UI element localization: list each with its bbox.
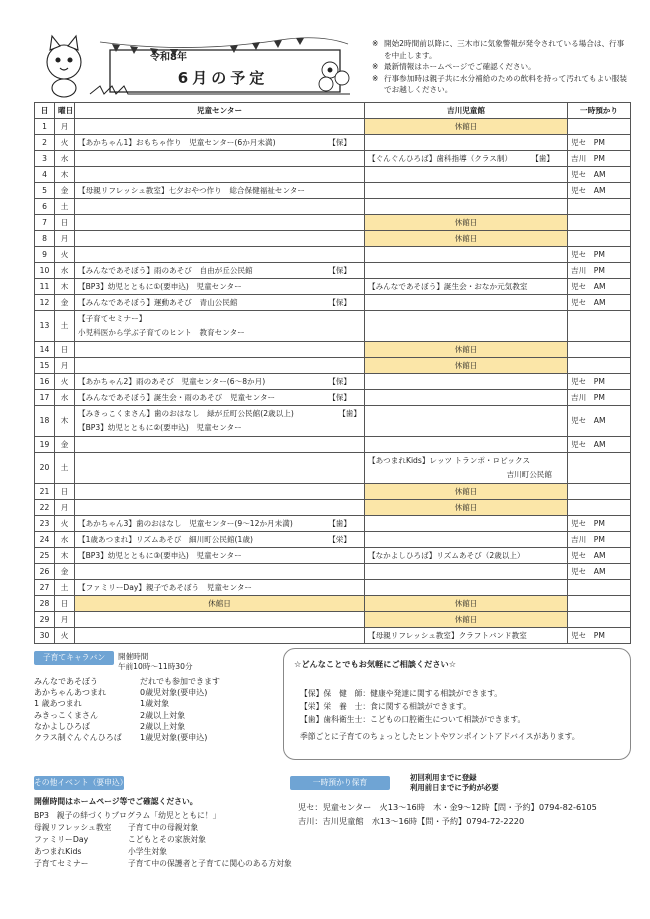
consultation-nutritionist: 【栄】栄 養 士：食に関する相談ができます。 xyxy=(300,702,471,711)
table-row xyxy=(35,484,631,500)
children-center-cell xyxy=(75,548,365,564)
day-cell: 9 xyxy=(35,247,55,263)
caravan-item-target: だれでも参加できます xyxy=(140,677,220,686)
table-row xyxy=(35,247,631,263)
day-cell: 23 xyxy=(35,516,55,532)
event-text: 【BP3】幼児とともに①(要申込) 児童センター xyxy=(78,281,242,291)
day-cell: 3 xyxy=(35,151,55,167)
caravan-item-name: みきっこくまさん xyxy=(34,710,98,720)
table-row xyxy=(35,167,631,183)
table-row xyxy=(35,612,631,628)
children-center-cell xyxy=(75,263,365,279)
event-text: 【みんなであそぼう】雨のあそび 自由が丘公民館 xyxy=(78,265,253,275)
consultation-box xyxy=(283,648,631,760)
event-target: 小学生対象 xyxy=(128,847,167,856)
caravan-item-target: 1歳児対象(要申込) xyxy=(140,733,208,743)
era-label: 令和8年 xyxy=(150,52,187,63)
children-center-cell xyxy=(75,628,365,644)
staff-tag: 【保】 xyxy=(328,265,351,275)
yoshikawa-cell: 休館日 xyxy=(365,612,568,628)
temporary-care-cell: 児セ AM xyxy=(568,548,631,564)
event-text: 【あかちゃん3】歯のおはなし 児童センター(9～12か月未満) xyxy=(78,518,293,528)
weekday-cell: 金 xyxy=(55,183,75,199)
temporary-care-cell: 児セ AM xyxy=(568,437,631,453)
day-cell: 24 xyxy=(35,532,55,548)
caravan-item-target: 0歳児対象(要申込) xyxy=(140,688,208,698)
staff-tag: 【保】 xyxy=(328,376,351,386)
header-children-center: 児童センター xyxy=(75,103,365,119)
temporary-care-cell: 児セ AM xyxy=(568,167,631,183)
temporary-care-cell xyxy=(568,119,631,135)
event-text: 【あつまれKids】レッツ トランポ・ロビックス xyxy=(368,456,531,465)
day-cell: 4 xyxy=(35,167,55,183)
temporary-care-cell xyxy=(568,358,631,374)
caravan-item-name: 1 歳あつまれ xyxy=(34,699,82,709)
table-row xyxy=(35,215,631,231)
event-target: 子育て中の母親対象 xyxy=(128,823,199,832)
table-row xyxy=(35,151,631,167)
temporary-care-cell: 児セ PM xyxy=(568,628,631,644)
table-row xyxy=(35,437,631,453)
weekday-cell: 月 xyxy=(55,500,75,516)
event-text: 【みんなであそぼう】誕生会・おなか元気教室 xyxy=(368,281,528,291)
list-item xyxy=(34,822,292,834)
yoshikawa-cell xyxy=(365,263,568,279)
children-center-cell xyxy=(75,580,365,596)
children-center-cell xyxy=(75,215,365,231)
list-item xyxy=(34,732,284,743)
day-cell: 29 xyxy=(35,612,55,628)
children-center-cell xyxy=(75,151,365,167)
yoshikawa-cell: 休館日 xyxy=(365,484,568,500)
table-row xyxy=(35,500,631,516)
yoshikawa-cell xyxy=(365,167,568,183)
day-cell: 6 xyxy=(35,199,55,215)
yoshikawa-cell xyxy=(365,453,568,484)
event-text-sub: 吉川町公民館 xyxy=(506,470,552,479)
yoshikawa-cell xyxy=(365,580,568,596)
table-row xyxy=(35,390,631,406)
day-cell: 14 xyxy=(35,342,55,358)
temporary-care-label: 一時預かり保育 xyxy=(290,776,390,790)
page-title: 6月の予定 xyxy=(177,69,269,87)
table-row xyxy=(35,231,631,247)
caravan-item-name: クラス制ぐんぐんひろば xyxy=(34,733,122,743)
header xyxy=(30,30,350,102)
table-header-row xyxy=(35,103,631,119)
yoshikawa-cell xyxy=(365,247,568,263)
event-name: あつまれKids xyxy=(34,847,82,856)
event-text: 【母親リフレッシュ教室】七夕おやつ作り 総合保健福祉センター xyxy=(78,185,305,195)
list-item xyxy=(34,858,292,870)
table-row xyxy=(35,516,631,532)
yoshikawa-cell xyxy=(365,406,568,437)
yoshikawa-cell xyxy=(365,564,568,580)
yoshikawa-cell: 休館日 xyxy=(365,119,568,135)
weekday-cell: 火 xyxy=(55,135,75,151)
table-row xyxy=(35,564,631,580)
day-cell: 22 xyxy=(35,500,55,516)
event-text: 【1歳あつまれ】リズムあそび 細川町公民館(1歳) xyxy=(78,534,253,544)
events-header: 開催時間はホームページ等でご確認ください。 xyxy=(34,797,198,806)
temporary-care-cell xyxy=(568,342,631,358)
consultation-items xyxy=(300,687,525,726)
event-target: 子育て中の保護者と子育てに関心のある方対象 xyxy=(128,859,292,868)
table-row xyxy=(35,453,631,484)
temporary-care-contacts xyxy=(298,800,597,828)
weekday-cell: 火 xyxy=(55,374,75,390)
weekday-cell: 火 xyxy=(55,247,75,263)
list-item xyxy=(34,846,292,858)
day-cell: 11 xyxy=(35,279,55,295)
weekday-cell: 土 xyxy=(55,311,75,342)
day-cell: 18 xyxy=(35,406,55,437)
event-text: 【母親リフレッシュ教室】クラフトバンド教室 xyxy=(368,630,527,640)
weekday-cell: 土 xyxy=(55,199,75,215)
temporary-care-cell xyxy=(568,596,631,612)
event-target: こどもとその家族対象 xyxy=(128,835,206,844)
table-row xyxy=(35,311,631,342)
yoshikawa-cell xyxy=(365,311,568,342)
temporary-care-cell xyxy=(568,231,631,247)
yoshikawa-cell xyxy=(365,390,568,406)
children-center-cell xyxy=(75,167,365,183)
weekday-cell: 日 xyxy=(55,215,75,231)
day-cell: 25 xyxy=(35,548,55,564)
header-day: 日 xyxy=(35,103,55,119)
caravan-item-target: 1歳対象 xyxy=(140,699,170,709)
yoshikawa-cell: 休館日 xyxy=(365,596,568,612)
day-cell: 21 xyxy=(35,484,55,500)
day-cell: 16 xyxy=(35,374,55,390)
table-row xyxy=(35,406,631,437)
day-cell: 15 xyxy=(35,358,55,374)
schedule-body xyxy=(35,119,631,644)
yoshikawa-cell xyxy=(365,628,568,644)
table-row xyxy=(35,374,631,390)
table-row xyxy=(35,279,631,295)
temporary-care-note-register: 初回利用までに登録 xyxy=(410,773,477,782)
yoshikawa-cell: 休館日 xyxy=(365,500,568,516)
weekday-cell: 土 xyxy=(55,453,75,484)
weekday-cell: 金 xyxy=(55,437,75,453)
weekday-cell: 木 xyxy=(55,279,75,295)
table-row xyxy=(35,263,631,279)
consultation-tip: 季節ごとに子育てのちょっとしたヒントやワンポイントアドバイスがあります。 xyxy=(300,732,580,741)
notice-website: ※ 最新情報はホームページでご確認ください。 xyxy=(372,61,630,73)
list-item xyxy=(34,687,284,698)
caravan-label: 子育てキャラバン xyxy=(34,651,114,665)
event-text: 【あかちゃん1】おもちゃ作り 児童センター(6か月未満) xyxy=(78,137,276,147)
weekday-cell: 月 xyxy=(55,119,75,135)
yoshikawa-cell: 休館日 xyxy=(365,358,568,374)
weekday-cell: 金 xyxy=(55,564,75,580)
weekday-cell: 月 xyxy=(55,231,75,247)
weekday-cell: 水 xyxy=(55,151,75,167)
table-row xyxy=(35,295,631,311)
yoshikawa-cell xyxy=(365,532,568,548)
schedule-table xyxy=(34,102,631,644)
day-cell: 13 xyxy=(35,311,55,342)
day-cell: 10 xyxy=(35,263,55,279)
weekday-cell: 金 xyxy=(55,295,75,311)
staff-tag: 【保】 xyxy=(328,137,351,147)
day-cell: 17 xyxy=(35,390,55,406)
temporary-care-cell: 児セ PM xyxy=(568,374,631,390)
event-text: 【ファミリーDay】親子であそぼう 児童センター xyxy=(78,582,253,592)
events-label: その他イベント（要申込） xyxy=(34,776,124,790)
yoshikawa-cell xyxy=(365,516,568,532)
table-row xyxy=(35,596,631,612)
list-item xyxy=(34,676,284,687)
day-cell: 1 xyxy=(35,119,55,135)
event-name: BP3 親子の絆づくりプログラム「幼児とともに！」 xyxy=(34,811,221,820)
contact-yoshikawa: 吉川：吉川児童館 水13～16時【問・予約】0794-72-2220 xyxy=(298,816,525,826)
day-cell: 8 xyxy=(35,231,55,247)
children-center-cell xyxy=(75,295,365,311)
weekday-cell: 日 xyxy=(55,596,75,612)
caravan-item-target: 2歳以上対象 xyxy=(140,721,186,731)
list-item xyxy=(34,710,284,721)
event-text: 【みきっこくまさん】歯のおはなし 緑が丘町公民館(2歳以上) xyxy=(78,409,294,418)
event-text: 【あかちゃん2】雨のあそび 児童センター(6～8か月) xyxy=(78,376,266,386)
events-list xyxy=(34,796,292,870)
weekday-cell: 水 xyxy=(55,263,75,279)
temporary-care-cell: 吉川 PM xyxy=(568,390,631,406)
header-weekday: 曜日 xyxy=(55,103,75,119)
yoshikawa-cell xyxy=(365,135,568,151)
yoshikawa-cell: 休館日 xyxy=(365,231,568,247)
children-center-cell xyxy=(75,279,365,295)
temporary-care-cell: 児セ PM xyxy=(568,516,631,532)
yoshikawa-cell: 休館日 xyxy=(365,215,568,231)
day-cell: 30 xyxy=(35,628,55,644)
event-name: 母親リフレッシュ教室 xyxy=(34,823,112,832)
table-row xyxy=(35,135,631,151)
children-center-cell xyxy=(75,199,365,215)
table-row xyxy=(35,532,631,548)
children-center-cell xyxy=(75,437,365,453)
caravan-item-name: あかちゃんあつまれ xyxy=(34,688,106,698)
table-row xyxy=(35,358,631,374)
weekday-cell: 水 xyxy=(55,390,75,406)
table-row xyxy=(35,342,631,358)
temporary-care-cell xyxy=(568,199,631,215)
temporary-care-note xyxy=(410,773,499,792)
children-center-cell xyxy=(75,390,365,406)
weekday-cell: 月 xyxy=(55,358,75,374)
notice-weather: ※ 開始2時間前以降に、三木市に気象警報が発令されている場合は、行事を中止します。 xyxy=(372,38,630,61)
day-cell: 20 xyxy=(35,453,55,484)
table-row xyxy=(35,628,631,644)
staff-tag: 【保】 xyxy=(328,297,351,307)
event-text: 【みんなであそぼう】誕生会・雨のあそび 児童センター xyxy=(78,392,276,402)
weekday-cell: 月 xyxy=(55,612,75,628)
day-cell: 26 xyxy=(35,564,55,580)
children-center-cell xyxy=(75,231,365,247)
weekday-cell: 木 xyxy=(55,167,75,183)
day-cell: 19 xyxy=(35,437,55,453)
temporary-care-cell: 児セ PM xyxy=(568,135,631,151)
weekday-cell: 日 xyxy=(55,484,75,500)
weekday-cell: 火 xyxy=(55,628,75,644)
yoshikawa-cell xyxy=(365,374,568,390)
caravan-time xyxy=(118,652,193,672)
temporary-care-cell xyxy=(568,311,631,342)
consultation-nurse: 【保】保 健 師：健康や発達に関する相談ができます。 xyxy=(300,689,503,698)
weekday-cell: 火 xyxy=(55,516,75,532)
temporary-care-cell: 児セ PM xyxy=(568,247,631,263)
children-center-cell xyxy=(75,500,365,516)
children-center-cell xyxy=(75,247,365,263)
temporary-care-cell xyxy=(568,215,631,231)
consultation-title: ☆どんなことでもお気軽にご相談ください☆ xyxy=(294,659,457,669)
consultation-dental: 【歯】歯科衛生士：こどもの口腔衛生について相談ができます。 xyxy=(300,715,526,724)
children-center-cell xyxy=(75,342,365,358)
event-text: 【みんなであそぼう】運動あそび 青山公民館 xyxy=(78,297,238,307)
staff-tag: 【保】 xyxy=(328,392,351,402)
table-row xyxy=(35,183,631,199)
staff-tag: 【栄】 xyxy=(328,534,351,544)
event-name: ファミリーDay xyxy=(34,835,89,844)
weekday-cell: 土 xyxy=(55,580,75,596)
list-item xyxy=(34,721,284,732)
event-text: 【子育てセミナー】 xyxy=(78,314,147,323)
children-center-cell xyxy=(75,183,365,199)
staff-tag: 【歯】 xyxy=(531,153,554,163)
yoshikawa-cell xyxy=(365,295,568,311)
event-name: 子育てセミナー xyxy=(34,859,89,868)
temporary-care-cell xyxy=(568,580,631,596)
notice-hydration: ※ 行事参加時は親子共に水分補給のための飲料を持って汚れてもよい服装でお越しください。 xyxy=(372,73,630,96)
day-cell: 12 xyxy=(35,295,55,311)
table-row xyxy=(35,580,631,596)
day-cell: 5 xyxy=(35,183,55,199)
children-center-cell: 休館日 xyxy=(75,596,365,612)
day-cell: 7 xyxy=(35,215,55,231)
caravan-item-target: 2歳以上対象 xyxy=(140,710,186,720)
table-row xyxy=(35,548,631,564)
children-center-cell xyxy=(75,358,365,374)
yoshikawa-cell: 休館日 xyxy=(365,342,568,358)
day-cell: 28 xyxy=(35,596,55,612)
event-text-sub: 【BP3】幼児とともに②(要申込) 児童センター xyxy=(78,423,242,432)
list-item xyxy=(34,698,284,709)
temporary-care-cell: 吉川 PM xyxy=(568,532,631,548)
children-center-cell xyxy=(75,311,365,342)
temporary-care-cell: 児セ AM xyxy=(568,279,631,295)
table-row xyxy=(35,199,631,215)
day-cell: 2 xyxy=(35,135,55,151)
temporary-care-cell xyxy=(568,484,631,500)
children-center-cell xyxy=(75,484,365,500)
temporary-care-cell: 吉川 PM xyxy=(568,151,631,167)
weekday-cell: 木 xyxy=(55,406,75,437)
weekday-cell: 日 xyxy=(55,342,75,358)
contact-children-center: 児セ：児童センター 火13～16時 木・金9～12時【問・予約】0794-82-6105 xyxy=(298,802,597,812)
table-row xyxy=(35,119,631,135)
children-center-cell xyxy=(75,135,365,151)
yoshikawa-cell xyxy=(365,199,568,215)
temporary-care-cell xyxy=(568,500,631,516)
caravan-item-name: みんなであそぼう xyxy=(34,677,98,686)
caravan-item-name: なかよしひろば xyxy=(34,721,90,731)
children-center-cell xyxy=(75,406,365,437)
temporary-care-cell xyxy=(568,612,631,628)
temporary-care-cell: 児セ AM xyxy=(568,406,631,437)
caravan-list xyxy=(34,676,284,743)
weekday-cell: 木 xyxy=(55,548,75,564)
children-center-cell xyxy=(75,532,365,548)
event-text: 【なかよしひろば】リズムあそび（2歳以上） xyxy=(368,550,525,560)
yoshikawa-cell xyxy=(365,151,568,167)
staff-tag: 【歯】 xyxy=(338,409,361,418)
event-text: 【BP3】幼児とともに③(要申込) 児童センター xyxy=(78,550,242,560)
children-center-cell xyxy=(75,564,365,580)
temporary-care-cell: 児セ AM xyxy=(568,183,631,199)
temporary-care-cell: 児セ AM xyxy=(568,295,631,311)
header-yoshikawa: 吉川児童館 xyxy=(365,103,568,119)
children-center-cell xyxy=(75,119,365,135)
temporary-care-note-reserve: 利用前日までに予約が必要 xyxy=(410,782,499,792)
list-item xyxy=(34,834,292,846)
yoshikawa-cell xyxy=(365,548,568,564)
children-center-cell xyxy=(75,453,365,484)
temporary-care-cell: 吉川 PM xyxy=(568,263,631,279)
event-text-sub: 小児科医から学ぶ子育てのヒント 教育センター xyxy=(78,328,245,337)
caravan-time-value: 午前10時～11時30分 xyxy=(118,662,193,671)
children-center-cell xyxy=(75,612,365,628)
children-center-cell xyxy=(75,374,365,390)
day-cell: 27 xyxy=(35,580,55,596)
yoshikawa-cell xyxy=(365,437,568,453)
weekday-cell: 水 xyxy=(55,532,75,548)
temporary-care-cell: 児セ AM xyxy=(568,564,631,580)
temporary-care-cell xyxy=(568,453,631,484)
event-text: 【ぐんぐんひろば】歯科指導（クラス制） xyxy=(368,153,513,163)
list-item xyxy=(34,810,292,822)
notice-box xyxy=(372,38,630,96)
yoshikawa-cell xyxy=(365,183,568,199)
staff-tag: 【歯】 xyxy=(328,518,351,528)
header-illustration xyxy=(30,30,360,102)
children-center-cell xyxy=(75,516,365,532)
yoshikawa-cell xyxy=(365,279,568,295)
caravan-time-label: 開催時間 xyxy=(118,652,149,661)
header-temporary-care: 一時預かり xyxy=(568,103,631,119)
